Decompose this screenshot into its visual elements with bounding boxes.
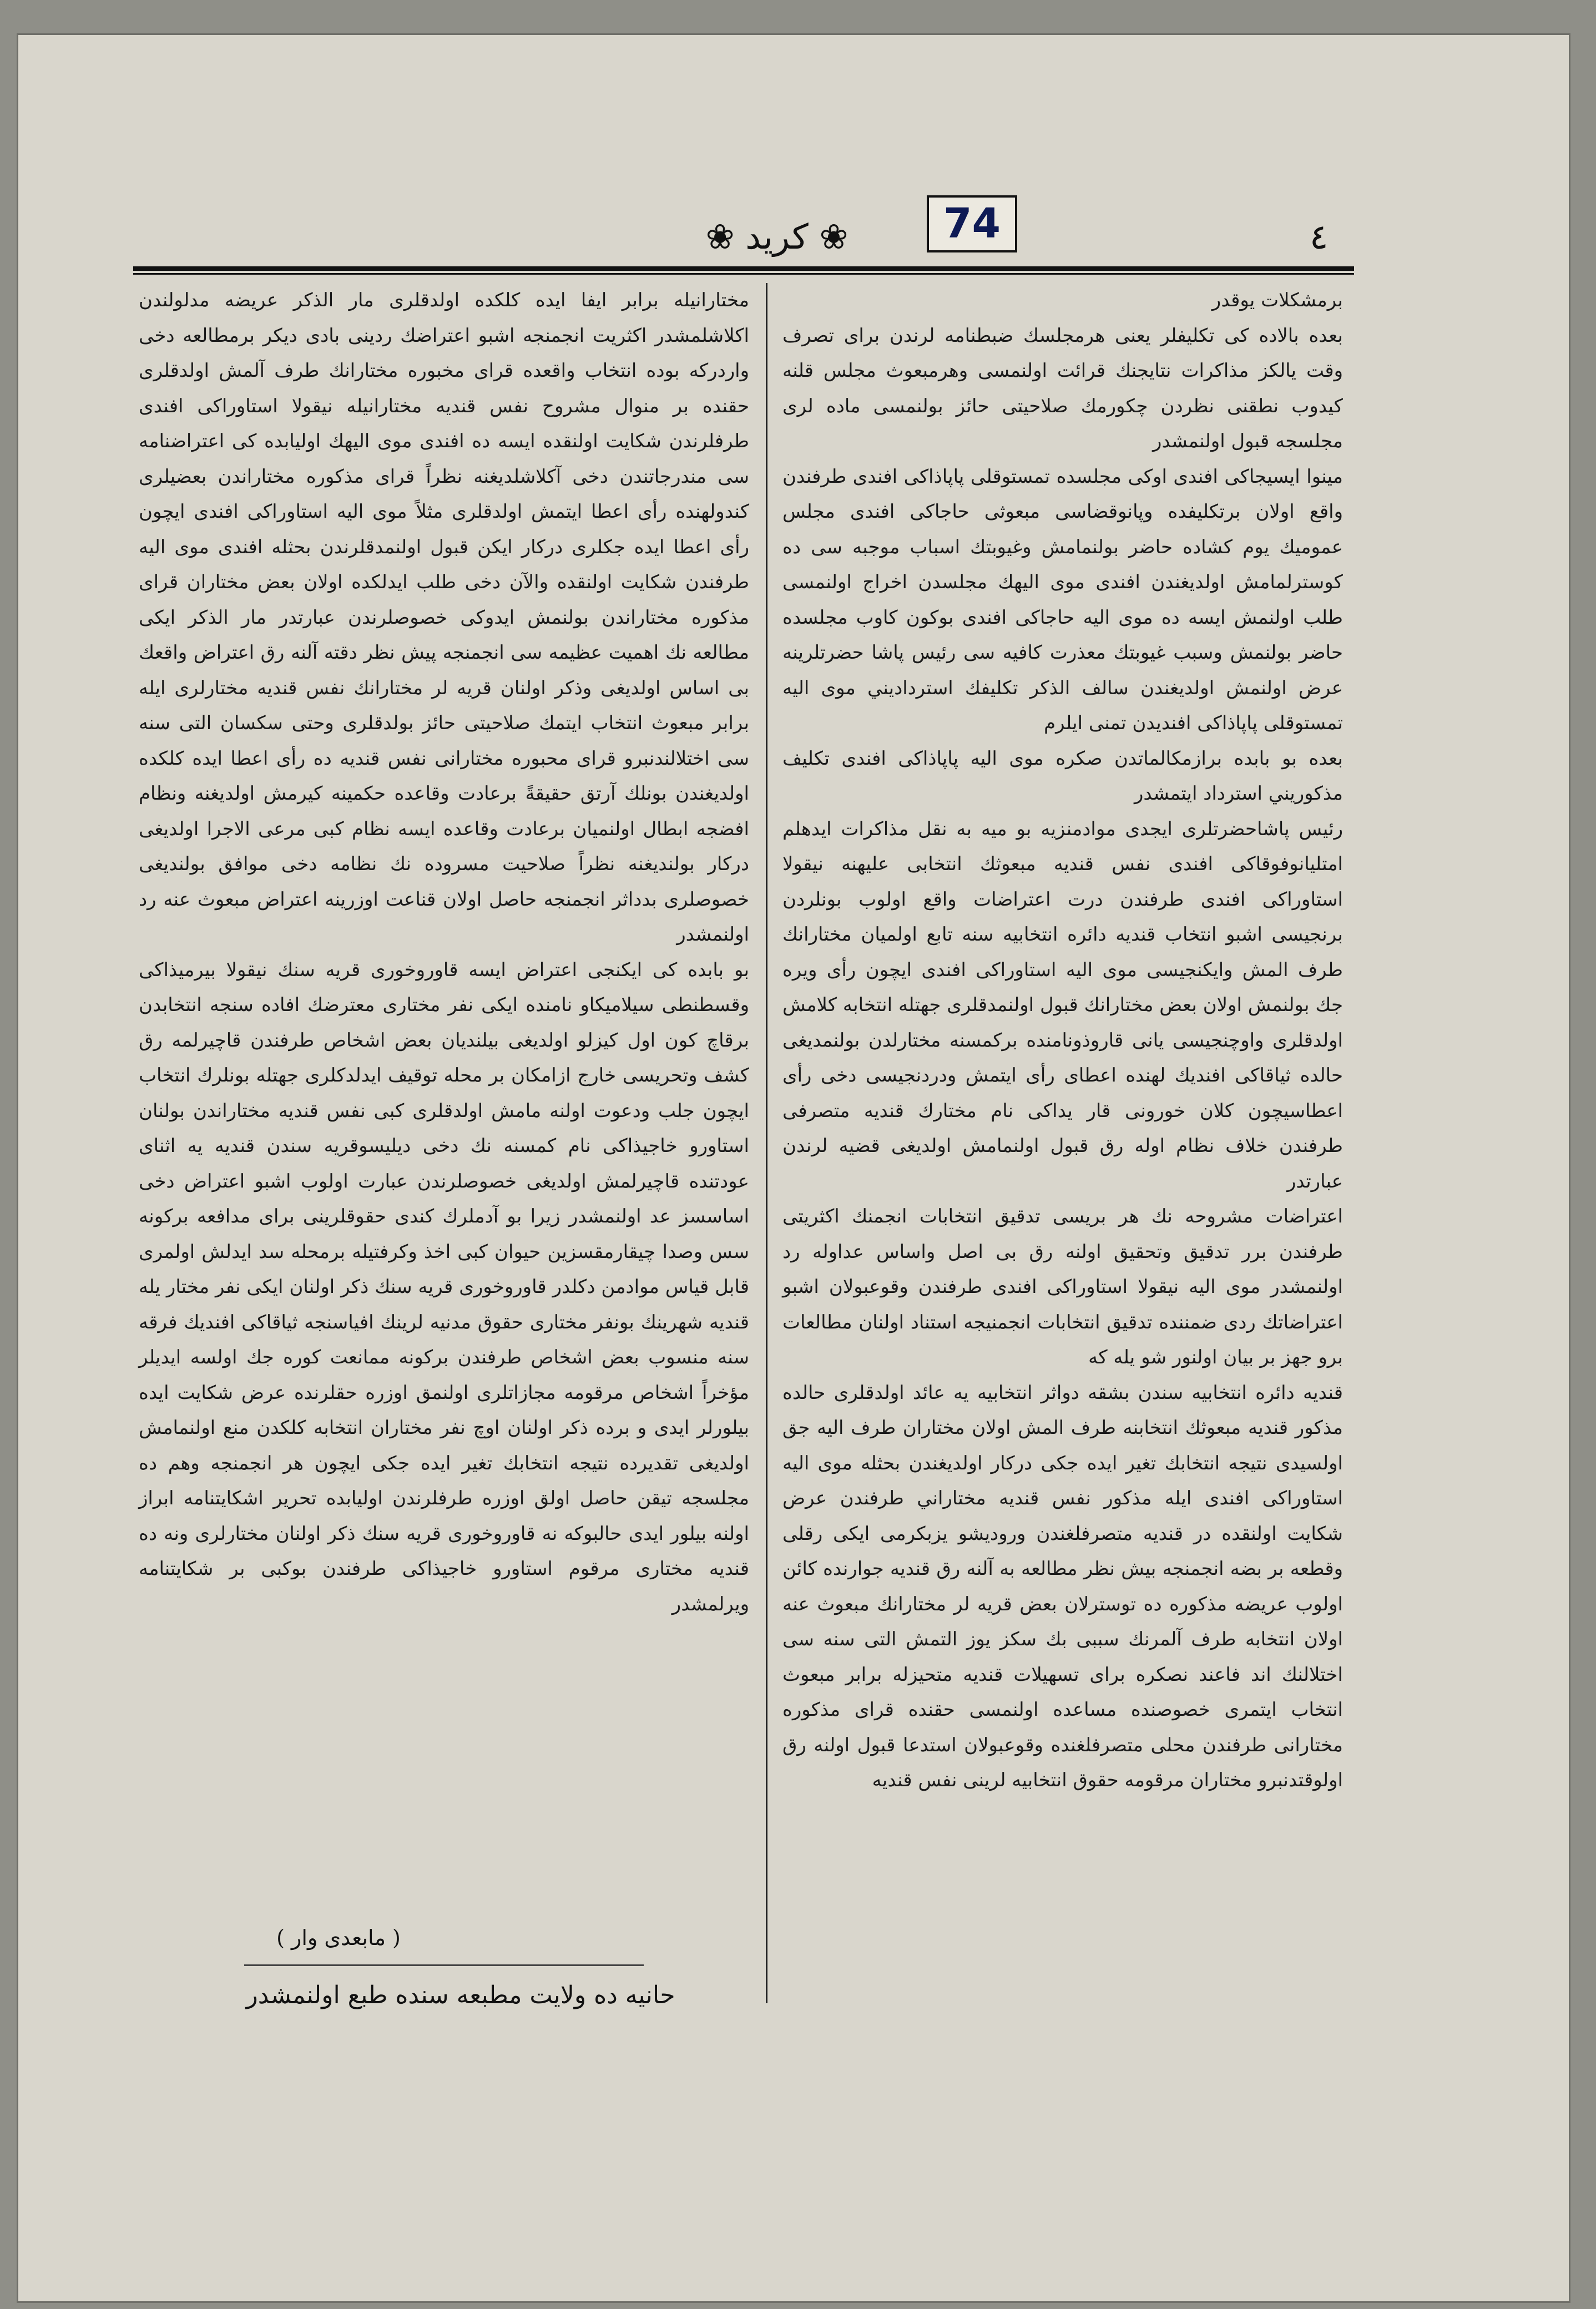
paragraph: اعتراضات مشروحه نك هر بريسى تدقيق انتخابات انجمنك اكثريتى طرفندن برر تدقيق وتحقيق اولنه رق بى اصل واساس عداوله رد اولنمشدر موى اليه نيقولا استاوراكى افندى طرفندن وقوعبولان اشبو اعتراضاتك ردى ضمننده تدقيق انتخابات انجمنيجه استناد اولنان مطالعات برو جهز بر بيان اولنور شو يله كه [782,1205,1343,1368]
right-column [782,283,1343,1798]
paragraph: قنديه دائره انتخابيه سندن بشقه دواثر انتخابيه يه عائد اولدقلرى حالده مذكور قنديه مبعوثك انتخابنه طرف المش اولان مختاران طرف اليه جق اولسيدى نتيجه انتخابك تغير ايده جكى دركار اولديغندن بحثله موى اليه استاوراكى افندى ايله مذكور نفس قنديه مختاراني طرفندن عرض شكايت اولنقده در قنديه متصرفلغندن وروديشو يزبكرمى ايكى رقلى وقطعه بر بضه انجمنجه بيش نظر مطالعه به آلنه رق قنديه جوارنده كائن اولوب عريضه مذكوره ده توسترلان بعض قريه لر مختارانك مبعوث عنه اولان انتخابه طرف آلمرنك سببى بك سكز يوز التمش التى سنه سى اختلالنك اند فاعند نصكره براى تسهيلات قنديه متحيزله برابر مبعوث انتخاب ايتمرى خصوصنده مساعده اولنمسى حقنده قراى مذكوره مختارانى طرفندن محلى متصرفلغنده وقوعبولان استدعا قبول اولنه رق اولوقتدنبرو مختاران مرقومه حقوق انتخابيه لرينى نفس قنديه [782,1381,1344,1791]
masthead-title: ❀ كريد ❀ [705,216,848,257]
closing-rule [244,1964,644,1966]
printer-imprint: حانيه ده ولايت مطبعه سنده طبع اولنمشدر [246,1981,675,2009]
paragraph: رئيس پاشاحضرتلرى ايجدى موادمنزيه بو ميه به نقل مذاكرات ايدهلم امتليانوفوقاكى افندى نفس قنديه مبعوثك انتخابى عليهنه نيقولا استاوراكى افندى طرفندن درت اعتراضات واقع اولوب بونلردن برنجيسى اشبو انتخاب قنديه دائره انتخابيه سنه تابع اولميان مختارانك طرف المش وايكنجيسى موى اليه استاوراكى افندى ايچون رأى ويره جك بولنمش اولان بعض مختارانك قبول اولنمدقلرى جهتله انتخابه كلامش اولدقلرى واوچنجيسى يانى قاروذونامنده بركمسنه مختارلدن بولنمديغى حالده ثياقاكى افنديك لهنده اعطاى رأى ايتمش ودردنجيسى دخى رأى اعطاسيچون كلان خورونى قار يداكى نام مختارك قنديه متصرفى طرفندن خلاف نظام اوله رق قبول اولنمامش اولديغى قضيه لرندن عبارتدر [782,817,1344,1193]
newspaper-page [17,33,1570,2303]
continuation-note: ( مابعدى وار ) [276,1926,401,1950]
paragraph: مختارانيله برابر ايفا ايده كلكده اولدقلرى مار الذكر عريضه مدلولندن اكلاشلمشدر اكثريت انجمنجه اشبو اعتراضك ردينى بادى ديكر برمطالعه دخى واردركه بوده انتخاب واقعده قراى مخبوره مختارانك طرف آلمش اولدقلرى حقنده بر منوال مشروح نفس قنديه مختارانيله نيقولا استاوراكى افندى طرفلرندن شكايت اولنقده ايسه ده افندى موى اليهك اوليابده كى اعتراضنامه سى مندرجاتندن دخى آكلاشلديغنه نظراً قراى مذكوره مختاراندن بعضيلرى كندولهنده رأى اعطا ايتمش اولدقلرى مثلاً موى اليه استاوراكى افندى ايچون رأى اعطا ايده جكلرى دركار ايكن قبول اولنمدقلرندن بحثله افندى موى اليه طرفندن شكايت اولنقده والآن دخى طلب ايدلكده اولان بعض مختاران قراى مذكوره مختاراندن بولنمش ايدوكى خصوصلرندن عبارتدر مار الذكر ايكى مطالعه نك اهميت عظيمه سى انجمنجه پيش نظر دقته آلنه رق اعتراض واقعك بى اساس اولديغى وذكر اولنان قريه لر مختارانك نفس قنديه مختارلرى ايله برابر مبعوث انتخاب ايتمك صلاحيتى حائز بولدقلرى وحتى سكسان التى سنه سى اختلالندنبرو قراى محبوره مختارانى نفس قنديه ده رأى اعطا ايده كلكده اولديغندن بونلك آرتق حقيقةً برعادت وقاعده حكمينه كيرمش اولديغنه ونظام افضجه ابطال اولنميان برعادت وقاعده ايسه نظام كبى مرعى الاجرا اولديغى دركار بولنديغنه نظراً صلاحيت مسروده نك نظامه دخى موافق بولنديغى خصوصلرى بدداثر انجمنجه حاصل اولان قناعت اوزرينه اعتراض مبعوث عنه رد اولنمشدر [139,289,749,946]
paragraph: بعده بالاده كى تكليفلر يعنى هرمجلسك ضبطنامه لرندن براى تصرف وقت يالكز مذاكرات نتايجنك قرائت اولنمسى وهرمبعوث مجلس قلنه كيدوب نطقنى نظردن چكورمك صلاحيتى حائز بولنمسى ماده لرى مجلسجه قبول اولنمشدر [782,324,1343,452]
header-rule [133,266,1354,271]
paragraph: مينوا ايسيجاكى افندى اوكى مجلسده تمستوقلى پاپاذاكى افندى طرفندن واقع اولان برتكليفده وپانوقضاسى مبعوثى حاجاكى افندى مجلس عموميك يوم كشاده حاضر بولنمامش وغيوبتك اسباب موجبه سى ده كوسترلمامش اولديغندن افندى موى اليهك مجلسدن اخراج اولنمسى طلب اولنمش ايسه ده موى اليه حاجاكى افندى بوكون كاوب مجلسده حاضر بولنمش وسبب غيوبتك معذرت كافيه سى رئيس پاشا حضرتلرينه عرض اولنمش اولديغندن سالف الذكر تكليفك استرداديني موى اليه تمستوقلى پاپاذاكى افنديدن تمنى ايلرم [782,465,1343,734]
page-number-box: 74 [927,195,1017,252]
page-number: ٤ [1310,216,1329,257]
paragraph: بو بابده كى ايكنجى اعتراض ايسه قاوروخورى قريه سنك نيقولا بيرميذاكى وقسطنطى سيلاميكاو نامنده ايكى نفر مختارى معترضك افاده سنجه انتخابدن برقاچ كون اول كيزلو اولديغى بيلنديان بعض اشخاص طرفندن قاچيرلمه رق كشف وتحريسى خارج ازامكان بر محله توقيف ايدلدكلرى جهتله بونلرك انتخاب ايچون جلب ودعوت اولنه مامش اولدقلرى كبى نفس قنديه مختاراندن بولنان استاورو خاجيذاكى نام كمسنه نك دخى ديليسوقريه سندن قنديه يه اثناى عودتنده قاچيرلمش اولديغى خصوصلرندن عبارت اولوب اشبو اعتراض دخى اساسسز عد اولنمشدر زيرا بو آدملرك كندى حقوقلرينى براى مدافعه بركونه سس وصدا چيقارمقسزين حيوان كبى اخذ وكرفتيله برمحله سد ايدلش اولمرى قابل قياس موادمن دكلدر قاوروخورى قريه سنك ذكر اولنان ايكى نفر مختار يله قنديه شهرينك بونفر مختارى حقوق مدنيه لرينك افياسنجه ثياقاكى افنديك فرقه سنه منسوب بعض اشخاص طرفندن بركونه ممانعت كوره جك اولسه ايديلر مؤخراً اشخاص مرقومه مجازاتلرى اولنمق اوزره حقلرنده عرض شكايت ايده بيلورلر ايدى و برده ذكر اولنان اوچ نفر مختاران انتخابه كلكدن منع اولنمامش اولديغى تقديرده نتيجه انتخابك تغير ايده جكى ايچون هر انجمنجه وهم ده مجلسجه تيقن حاصل اولق اوزره طرفلرندن اوليابده تحرير اشكايتنامه ابراز اولنه بيلور ايدى حالبوكه نه قاوروخورى قريه سنك ذكر اولنان مختارلرى ونه ده قنديه مختارى مرقوم استاورو خاجيذاكى طرفندن بوكبى بر شكايتنامه ويرلمشدر [139,958,749,1615]
left-column [139,283,749,1622]
paragraph: بعده بو بابده برازمكالماتدن صكره موى اليه پاپاذاكى افندى تكليف مذكوريني استرداد ايتمشدر [782,747,1343,805]
header-rule-thin [133,273,1354,275]
paragraph: برمشكلات يوقدر [1211,289,1343,311]
column-divider [766,283,767,2003]
